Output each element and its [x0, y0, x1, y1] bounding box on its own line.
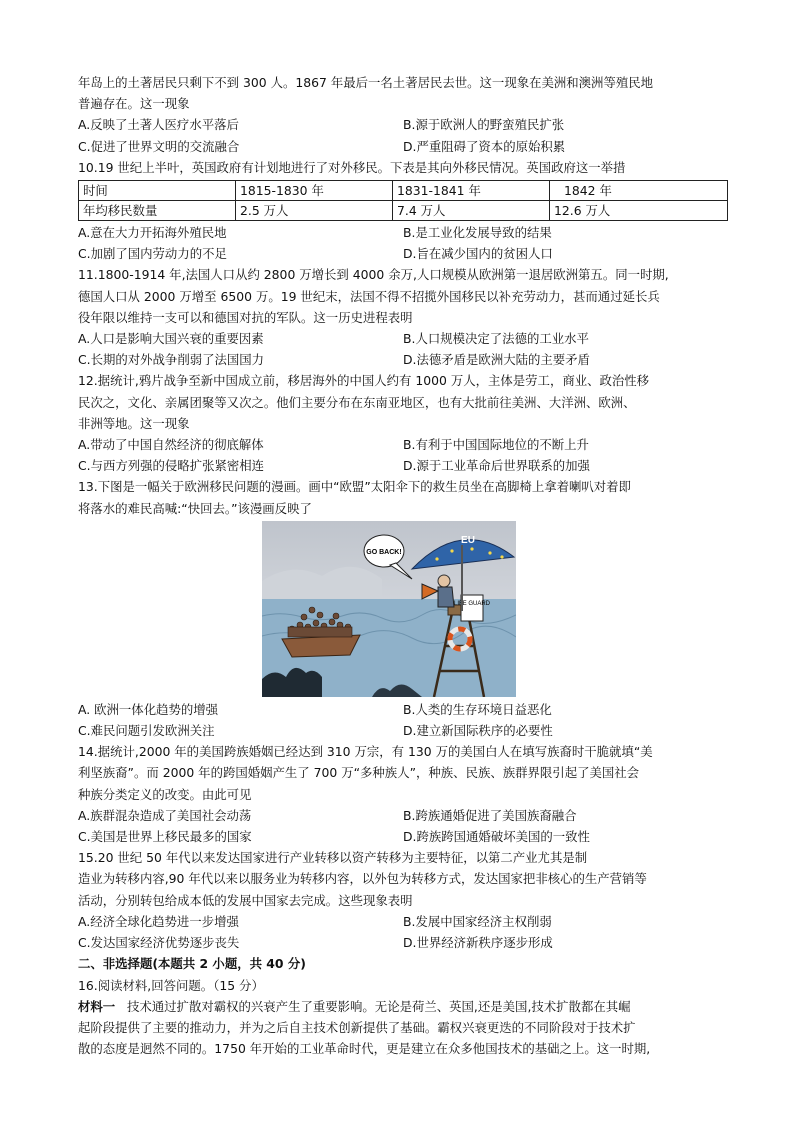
- option-d: D.世界经济新秩序逐步形成: [403, 935, 553, 951]
- q12-options: [78, 434, 728, 476]
- option-a: A.族群混杂造成了美国社会动荡: [78, 807, 252, 823]
- intro-line-2: 普遍存在。这一现象: [78, 96, 190, 112]
- option-b: B.发展中国家经济主权削弱: [403, 913, 552, 929]
- cartoon-illustration: [262, 521, 516, 697]
- material-label: 材料一: [78, 998, 116, 1014]
- q14-stem-3: 种族分类定义的改变。由此可见: [78, 786, 252, 802]
- option-a: A.经济全球化趋势进一步增强: [78, 913, 239, 929]
- option-c: C.美国是世界上移民最多的国家: [78, 829, 252, 845]
- table-cell: 7.4 万人: [393, 201, 550, 221]
- option-a: A.人口是影响大国兴衰的重要因素: [78, 331, 264, 347]
- q12-stem-2: 民次之，文化、亲属团聚等又次之。他们主要分布在东南亚地区，也有大批前往美洲、大洋洲、欧洲、: [78, 394, 636, 410]
- option-a: A. 欧洲一体化趋势的增强: [78, 701, 219, 717]
- table-cell: 2.5 万人: [236, 201, 393, 221]
- table-cell: 1842 年: [550, 181, 728, 201]
- q12-stem-1: 12.据统计,鸦片战争至新中国成立前，移居海外的中国人约有 1000 万人，主体是劳工，商业、政治性移: [78, 373, 650, 389]
- option-d: D.严重阻碍了资本的原始积累: [403, 138, 566, 154]
- material-line-2: 起阶段提供了主要的推动力，并为之后自主技术创新提供了基础。霸权兴衰更迭的不同阶段对于技术扩: [78, 1019, 636, 1035]
- umbrella-label: EU: [461, 534, 475, 546]
- section-title: 二、非选择题(本题共 2 小题，共 40 分): [78, 956, 306, 972]
- option-a: A.带动了中国自然经济的彻底解体: [78, 437, 264, 453]
- exam-page: [78, 72, 728, 1059]
- option-b: B.有利于中国国际地位的不断上升: [403, 437, 589, 453]
- material-line-1: [78, 996, 728, 1017]
- q11-stem-3: 役年限以维持一支可以和德国对抗的军队。这一历史进程表明: [78, 309, 413, 325]
- material-line-3: 散的态度是迥然不同的。1750 年开始的工业革命时代，更是建立在众多他国技术的基础之上。这一时期,: [78, 1041, 651, 1057]
- table-cell: 时间: [79, 181, 236, 201]
- option-a: A.反映了土著人医疗水平落后: [78, 117, 239, 133]
- q15-options: [78, 911, 728, 953]
- table-cell: 年均移民数量: [79, 201, 236, 221]
- q11-stem-1: 11.1800-1914 年,法国人口从约 2800 万增长到 4000 余万,人口规模从欧洲第一退居欧洲第五。同一时期,: [78, 267, 669, 283]
- table-cell: 1815-1830 年: [236, 181, 393, 201]
- table-cell: 1831-1841 年: [393, 181, 550, 201]
- sign-text: LIFE GUARD: [453, 600, 491, 607]
- option-b: B.是工业化发展导致的结果: [403, 225, 552, 241]
- option-c: C.长期的对外战争削弱了法国国力: [78, 352, 265, 368]
- q14-stem-1: 14.据统计,2000 年的美国跨族婚姻已经达到 310 万宗，有 130 万的美国白人在填写族裔时干脆就填“美: [78, 744, 653, 760]
- q11-options: [78, 328, 728, 370]
- option-c: C.与西方列强的侵略扩张紧密相连: [78, 458, 265, 474]
- q11-stem-2: 德国人口从 2000 万增至 6500 万。19 世纪末，法国不得不招揽外国移民以补充劳动力，甚而通过延长兵: [78, 288, 660, 304]
- q14-options: [78, 805, 728, 847]
- option-b: B.人口规模决定了法德的工业水平: [403, 331, 589, 347]
- q13-stem-1: 13.下图是一幅关于欧洲移民问题的漫画。画中“欧盟”太阳伞下的救生员坐在高脚椅上拿着喇叭对着即: [78, 479, 631, 495]
- option-b: B.源于欧洲人的野蛮殖民扩张: [403, 117, 565, 133]
- option-d: D.旨在减少国内的贫困人口: [403, 246, 553, 262]
- q15-stem-1: 15.20 世纪 50 年代以来发达国家进行产业转移以资产转移为主要特征，以第二产业尤其是制: [78, 850, 588, 866]
- intro-options: [78, 114, 728, 156]
- q10-table: [78, 180, 728, 221]
- q10-stem: 10.19 世纪上半叶，英国政府有计划地进行了对外移民。下表是其向外移民情况。英国政府这一举措: [78, 159, 626, 175]
- option-d: D.源于工业革命后世界联系的加强: [403, 458, 590, 474]
- option-c: C.难民问题引发欧洲关注: [78, 723, 215, 739]
- option-c: C.发达国家经济优势逐步丧失: [78, 935, 240, 951]
- lifeguard-sign: [461, 595, 483, 621]
- table-cell: 12.6 万人: [550, 201, 728, 221]
- option-b: B.跨族通婚促进了美国族裔融合: [403, 807, 577, 823]
- option-d: D.建立新国际秩序的必要性: [403, 723, 553, 739]
- table-row: [79, 201, 728, 221]
- q13-stem-2: 将落水的难民高喊:“快回去。”该漫画反映了: [78, 500, 312, 516]
- q14-stem-2: 利坚族裔”。而 2000 年的跨国婚姻产生了 700 万“多种族人”，种族、民族、族群界限引起了美国社会: [78, 765, 640, 781]
- q15-stem-3: 活动，分别转包给成本低的发展中国家去完成。这些现象表明: [78, 892, 413, 908]
- q16-stem: 16.阅读材料,回答问题。（15 分）: [78, 977, 264, 993]
- option-c: C.促进了世界文明的交流融合: [78, 138, 240, 154]
- material-text: 技术通过扩散对霸权的兴衰产生了重要影响。无论是荷兰、英国,还是美国,技术扩散都在其崛: [127, 998, 631, 1014]
- eu-refugee-cartoon: [262, 521, 516, 697]
- q13-options: [78, 699, 728, 741]
- q12-stem-3: 非洲等地。这一现象: [78, 415, 190, 431]
- option-b: B.人类的生存环境日益恶化: [403, 701, 552, 717]
- table-row: [79, 181, 728, 201]
- option-d: D.跨族跨国通婚破坏美国的一致性: [403, 829, 590, 845]
- bubble-text: GO BACK!: [366, 548, 402, 556]
- option-c: C.加剧了国内劳动力的不足: [78, 246, 227, 262]
- intro-line-1: 年岛上的土著居民只剩下不到 300 人。1867 年最后一名土著居民去世。这一现象在美洲和澳洲等殖民地: [78, 75, 654, 90]
- q10-options: [78, 222, 728, 264]
- option-a: A.意在大力开拓海外殖民地: [78, 225, 227, 241]
- q15-stem-2: 造业为转移内容,90 年代以来以服务业为转移内容，以外包为转移方式，发达国家把非核心的生产营销等: [78, 871, 647, 887]
- option-d: D.法德矛盾是欧洲大陆的主要矛盾: [403, 352, 590, 368]
